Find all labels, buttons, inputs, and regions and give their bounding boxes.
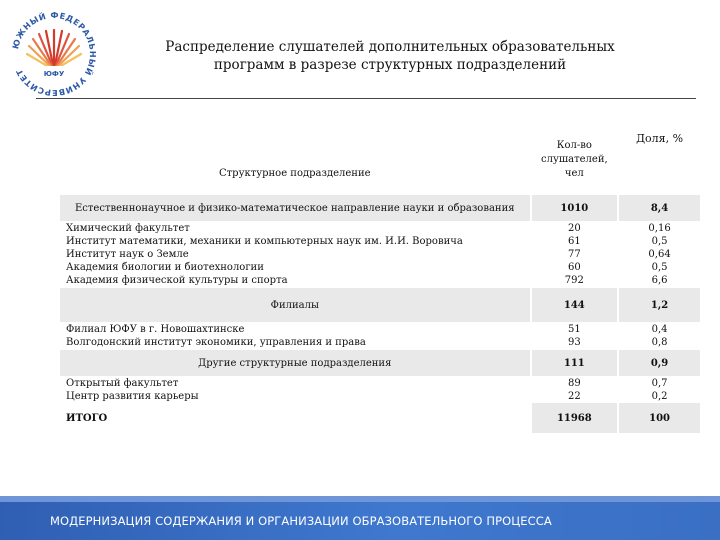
total-row — [60, 403, 700, 433]
title-divider — [36, 98, 696, 99]
title-line-1: Распределение слушателей дополнительных образовательных — [165, 39, 615, 55]
detail-names: Открытый факультет Центр развития карьеры — [66, 378, 199, 402]
logo-ring-text: ЮЖНЫЙ ФЕДЕРАЛЬНЫЙ УНИВЕРСИТЕТ — [10, 9, 99, 99]
page-title — [120, 38, 660, 74]
group-count: 144 — [530, 287, 618, 323]
header-count: Кол-во слушателей, чел — [530, 126, 618, 194]
title-line-2: программ в разрезе структурных подразделений — [213, 57, 567, 73]
footer-text: МОДЕРНИЗАЦИЯ СОДЕРЖАНИЯ И ОРГАНИЗАЦИИ ОБРАЗОВАТЕЛЬНОГО ПРОЦЕССА — [50, 514, 552, 528]
footer-band — [0, 496, 720, 502]
distribution-table — [60, 126, 700, 433]
detail-names: Филиал ЮФУ в г. Новошахтинске Волгодонский институт экономики, управления и права — [66, 324, 366, 348]
group-name: Другие структурные подразделения — [60, 349, 530, 377]
detail-shares: 0,7 0,2 — [617, 377, 700, 403]
group-share: 8,4 — [617, 194, 700, 222]
logo-center-text: ЮФУ — [43, 70, 65, 78]
detail-counts: 51 93 — [530, 323, 618, 349]
group-share: 0,9 — [617, 349, 700, 377]
group-count: 1010 — [530, 194, 618, 222]
table-header-row — [60, 126, 700, 194]
detail-row — [60, 323, 700, 349]
group-share: 1,2 — [617, 287, 700, 323]
group-row — [60, 194, 700, 222]
detail-row — [60, 222, 700, 287]
detail-row — [60, 377, 700, 403]
total-label: ИТОГО — [66, 412, 108, 424]
university-logo — [8, 8, 100, 100]
group-name: Естественнонаучное и физико-математическое направление науки и образования — [60, 194, 530, 222]
detail-counts: 20 61 77 60 792 — [530, 222, 618, 287]
header-unit: Структурное подразделение — [218, 168, 371, 179]
group-name: Филиалы — [60, 287, 530, 323]
total-count: 11968 — [530, 403, 618, 433]
detail-counts: 89 22 — [530, 377, 618, 403]
group-row — [60, 287, 700, 323]
header-share: Доля, % — [617, 126, 700, 194]
detail-shares: 0,16 0,5 0,64 0,5 6,6 — [617, 222, 700, 287]
group-count: 111 — [530, 349, 618, 377]
group-row — [60, 349, 700, 377]
detail-shares: 0,4 0,8 — [617, 323, 700, 349]
total-share: 100 — [617, 403, 700, 433]
detail-names: Химический факультет Институт математики, механики и компьютерных наук им. И.И. Воровича Институт наук о Земле Академия биологии и биотехнологии Академия физической культуры и спорта — [66, 223, 463, 286]
